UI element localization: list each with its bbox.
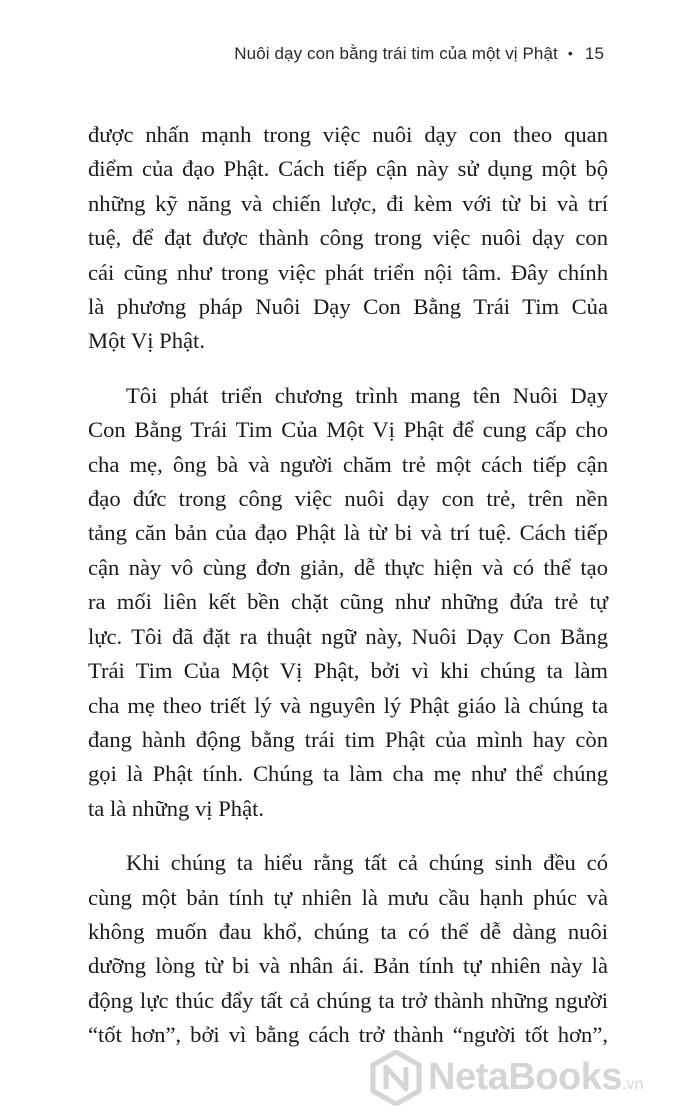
paragraph-1 (88, 118, 608, 359)
text-line: Khi chúng ta hiểu rằng tất cả chúng sinh đều có (126, 850, 608, 876)
text-line: gọi là Phật tính. Chúng ta làm cha mẹ như thể chúng (88, 761, 608, 787)
watermark (368, 1048, 698, 1108)
text-line: là phương pháp Nuôi Dạy Con Bằng Trái Tim Của (88, 294, 608, 320)
text-line: ra mối liên kết bền chặt cũng như những đứa trẻ tự (88, 589, 608, 615)
text-line: Con Bằng Trái Tim Của Một Vị Phật để cung cấp cho (88, 417, 608, 443)
text-line: cha mẹ theo triết lý và nguyên lý Phật giáo là chúng ta (88, 692, 608, 718)
text-line: đang hành động bằng trái tim Phật của mình hay còn (88, 726, 608, 752)
running-header (234, 44, 604, 64)
text-line: Một Vị Phật. (88, 328, 205, 354)
text-line: cùng một bản tính tự nhiên là mưu cầu hạnh phúc và (88, 884, 608, 910)
text-line: cha mẹ, ông bà và người chăm trẻ một cách tiếp cận (88, 451, 608, 477)
text-line: được nhấn mạnh trong việc nuôi dạy con theo quan (88, 122, 608, 147)
netabooks-logo-icon (368, 1050, 424, 1106)
body-text (88, 118, 608, 1053)
watermark-text (428, 1056, 643, 1099)
text-line: Tôi phát triển chương trình mang tên Nuôi Dạy (126, 382, 608, 408)
text-line: cái cũng như trong việc phát triển nội tâm. Đây chính (88, 259, 608, 285)
text-line: động lực thúc đẩy tất cả chúng ta trở thành những người (88, 987, 608, 1013)
text-line: điểm của đạo Phật. Cách tiếp cận này sử dụng một bộ (88, 156, 608, 182)
header-bullet: • (567, 45, 573, 61)
watermark-suffix: .vn (622, 1076, 644, 1093)
text-line: Trái Tim Của Một Vị Phật, bởi vì khi chúng ta làm (88, 658, 608, 684)
text-line: “tốt hơn”, bởi vì bằng cách trở thành “người tốt hơn”, (88, 1022, 608, 1048)
page-number: 15 (584, 44, 604, 63)
text-line: tuệ, để đạt được thành công trong việc nuôi dạy con (88, 225, 608, 251)
text-line: những kỹ năng và chiến lược, đi kèm với từ bi và trí (88, 190, 608, 216)
text-line: lực. Tôi đã đặt ra thuật ngữ này, Nuôi Dạy Con Bằng (88, 623, 608, 649)
running-title: Nuôi dạy con bằng trái tim của một vị Phật (234, 44, 558, 63)
text-line: đạo đức trong công việc nuôi dạy con trẻ, trên nền (88, 486, 608, 512)
paragraph-3 (88, 846, 608, 1052)
text-line: cận này vô cùng đơn giản, dễ thực hiện và có thể tạo (88, 554, 608, 580)
watermark-brand: NetaBooks (428, 1056, 622, 1098)
text-line: dưỡng lòng từ bi và nhân ái. Bản tính tự nhiên này là (88, 953, 608, 979)
text-line: tảng căn bản của đạo Phật là từ bi và trí tuệ. Cách tiếp (88, 520, 608, 546)
paragraph-2 (88, 379, 608, 826)
text-line: không muốn đau khổ, chúng ta có thể dễ dàng nuôi (88, 918, 608, 944)
text-line: ta là những vị Phật. (88, 795, 265, 821)
